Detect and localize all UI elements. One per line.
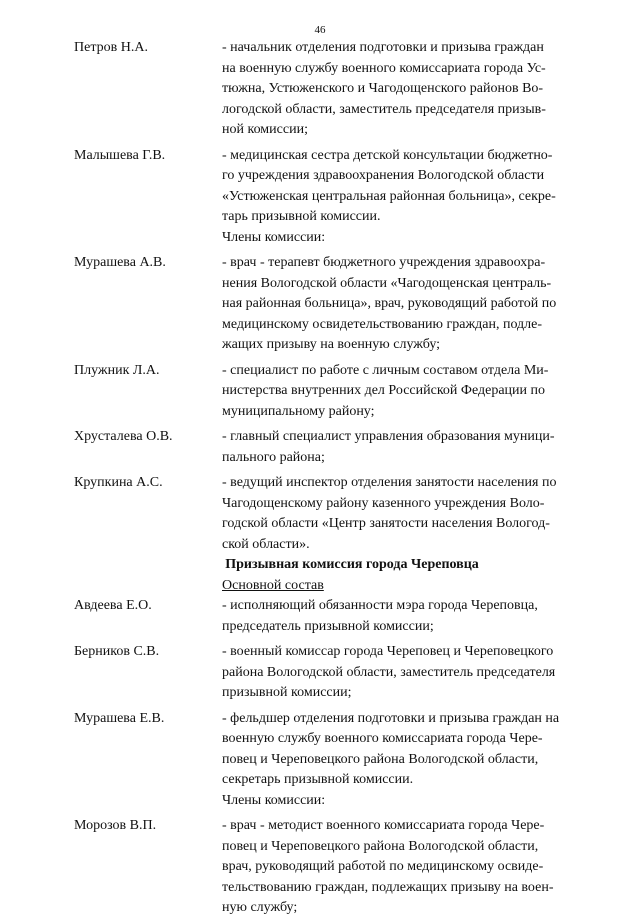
member-name: Хрусталева О.В.	[74, 429, 173, 444]
member-name: Малышева Г.В.	[74, 147, 166, 163]
document-body	[74, 38, 590, 919]
members-label: Члены комиссии:	[222, 792, 326, 808]
member-role: - начальник отделения подготовки и призыва граждан на военную службу военного комиссариата города Ус- тюжна, Устюженского и Чагодощенского районов Во- логодской области, заместитель председателя призыв- ной комиссии;	[222, 40, 546, 137]
member-name: Петров Н.А.	[74, 40, 148, 55]
member-role: - военный комиссар города Череповец и Череповецкого района Вологодской области, заместитель председателя призывной комиссии;	[222, 644, 556, 700]
list-item	[74, 38, 590, 141]
list-item	[74, 253, 590, 356]
section-subtitle: Основной состав	[222, 577, 324, 593]
list-item	[74, 709, 590, 791]
list-item	[74, 473, 590, 555]
list-item	[74, 642, 590, 704]
member-name: Берников С.В.	[74, 644, 160, 659]
member-name: Мурашева Е.В.	[74, 710, 165, 726]
member-role: - медицинская сестра детской консультации бюджетно- го учреждения здравоохранения Вологодской области «Устюженская центральная районная больница», секре- тарь призывной комиссии.	[222, 147, 556, 224]
member-name: Крупкина А.С.	[74, 475, 163, 490]
member-role: - специалист по работе с личным составом отдела Ми- нистерства внутренних дел Российской Федерации по муниципальному району;	[222, 362, 549, 419]
member-name: Мурашева А.В.	[74, 255, 166, 270]
list-item	[74, 361, 590, 423]
members-label: Члены комиссии:	[222, 229, 326, 245]
list-item	[74, 816, 590, 919]
member-name: Авдеева Е.О.	[74, 598, 152, 613]
section-title: Призывная комиссия города Череповца	[225, 557, 479, 572]
list-item	[74, 146, 590, 228]
member-role: - фельдшер отделения подготовки и призыва граждан на военную службу военного комиссариата города Чере- повец и Череповецкого района Вологодской области, секретарь призывной комиссии.	[222, 710, 560, 787]
list-item	[74, 427, 590, 468]
member-name: Морозов В.П.	[74, 818, 157, 833]
member-role: - врач - терапевт бюджетного учреждения здравоохра- нения Вологодской области «Чагодощенская централь- ная районная больница», врач, руководящий работой по медицинскому освидетельствованию граждан, подле- жащих призыву на военную службу;	[222, 255, 557, 352]
member-role: - главный специалист управления образования муници- пального района;	[222, 429, 555, 465]
list-item	[74, 596, 590, 637]
member-role: - исполняющий обязанности мэра города Череповца, председатель призывной комиссии;	[222, 598, 538, 634]
member-name: Плужник Л.А.	[74, 362, 160, 378]
member-role: - ведущий инспектор отделения занятости населения по Чагодощенскому району казенного учреждения Воло- годской области «Центр занятости населения Вологод- ской области».	[222, 475, 557, 552]
page-number: 46	[314, 24, 326, 36]
member-role: - врач - методист военного комиссариата города Чере- повец и Череповецкого района Вологодской области, врач, руководящий работой по медицинскому освиде- тельствованию граждан, подлежащих призыву на воен- ную службу;	[222, 818, 554, 915]
